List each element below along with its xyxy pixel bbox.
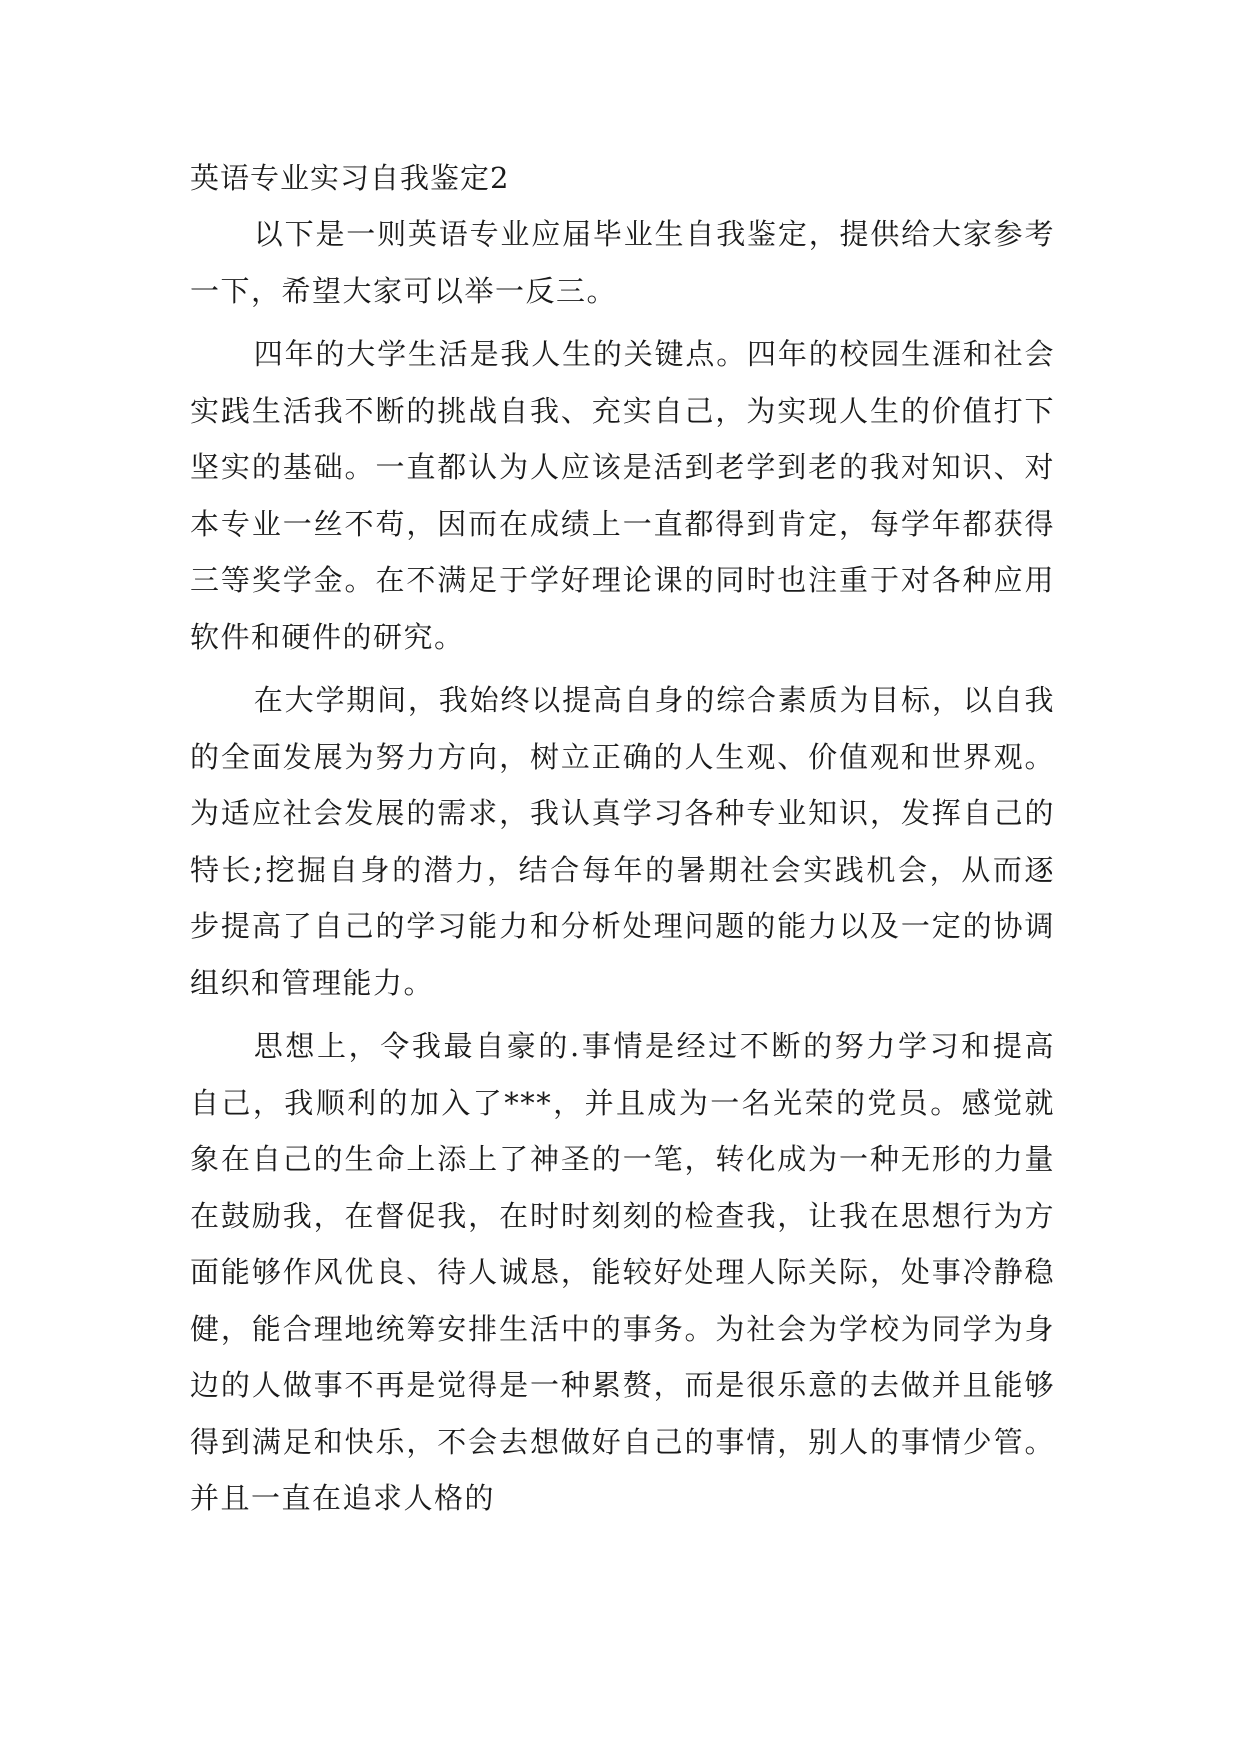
paragraph-intro: 以下是一则英语专业应届毕业生自我鉴定，提供给大家参考一下，希望大家可以举一反三。 [190, 217, 1055, 308]
paragraph-university-life: 四年的大学生活是我人生的关键点。四年的校园生涯和社会实践生活我不断的挑战自我、充实自己，为实现人生的价值打下坚实的基础。一直都认为人应该是活到老学到老的我对知识、对本专业一丝不苟，因而在成绩上一直都得到肯定，每学年都获得三等奖学金。在不满足于学好理论课的同时也注重于对各种应用软件和硬件的研究。 [190, 337, 1055, 654]
document-page [190, 158, 1055, 1534]
document-title: 英语专业实习自我鉴定2 [190, 161, 510, 195]
paragraph-comprehensive-quality: 在大学期间，我始终以提高自身的综合素质为目标，以自我的全面发展为努力方向，树立正确的人生观、价值观和世界观。为适应社会发展的需求，我认真学习各种专业知识，发挥自己的特长;挖掘自身的潜力，结合每年的暑期社会实践机会，从而逐步提高了自己的学习能力和分析处理问题的能力以及一定的协调组织和管理能力。 [190, 683, 1055, 1000]
paragraph-ideology: 思想上，令我最自豪的.事情是经过不断的努力学习和提高自己，我顺利的加入了***，并且成为一名光荣的党员。感觉就象在自己的生命上添上了神圣的一笔，转化成为一种无形的力量在鼓励我，在督促我，在时时刻刻的检查我，让我在思想行为方面能够作风优良、待人诚恳，能较好处理人际关际，处事冷静稳健，能合理地统筹安排生活中的事务。为社会为学校为同学为身边的人做事不再是觉得是一种累赘，而是很乐意的去做并且能够得到满足和快乐，不会去想做好自己的事情，别人的事情少管。并且一直在追求人格的 [190, 1029, 1055, 1515]
